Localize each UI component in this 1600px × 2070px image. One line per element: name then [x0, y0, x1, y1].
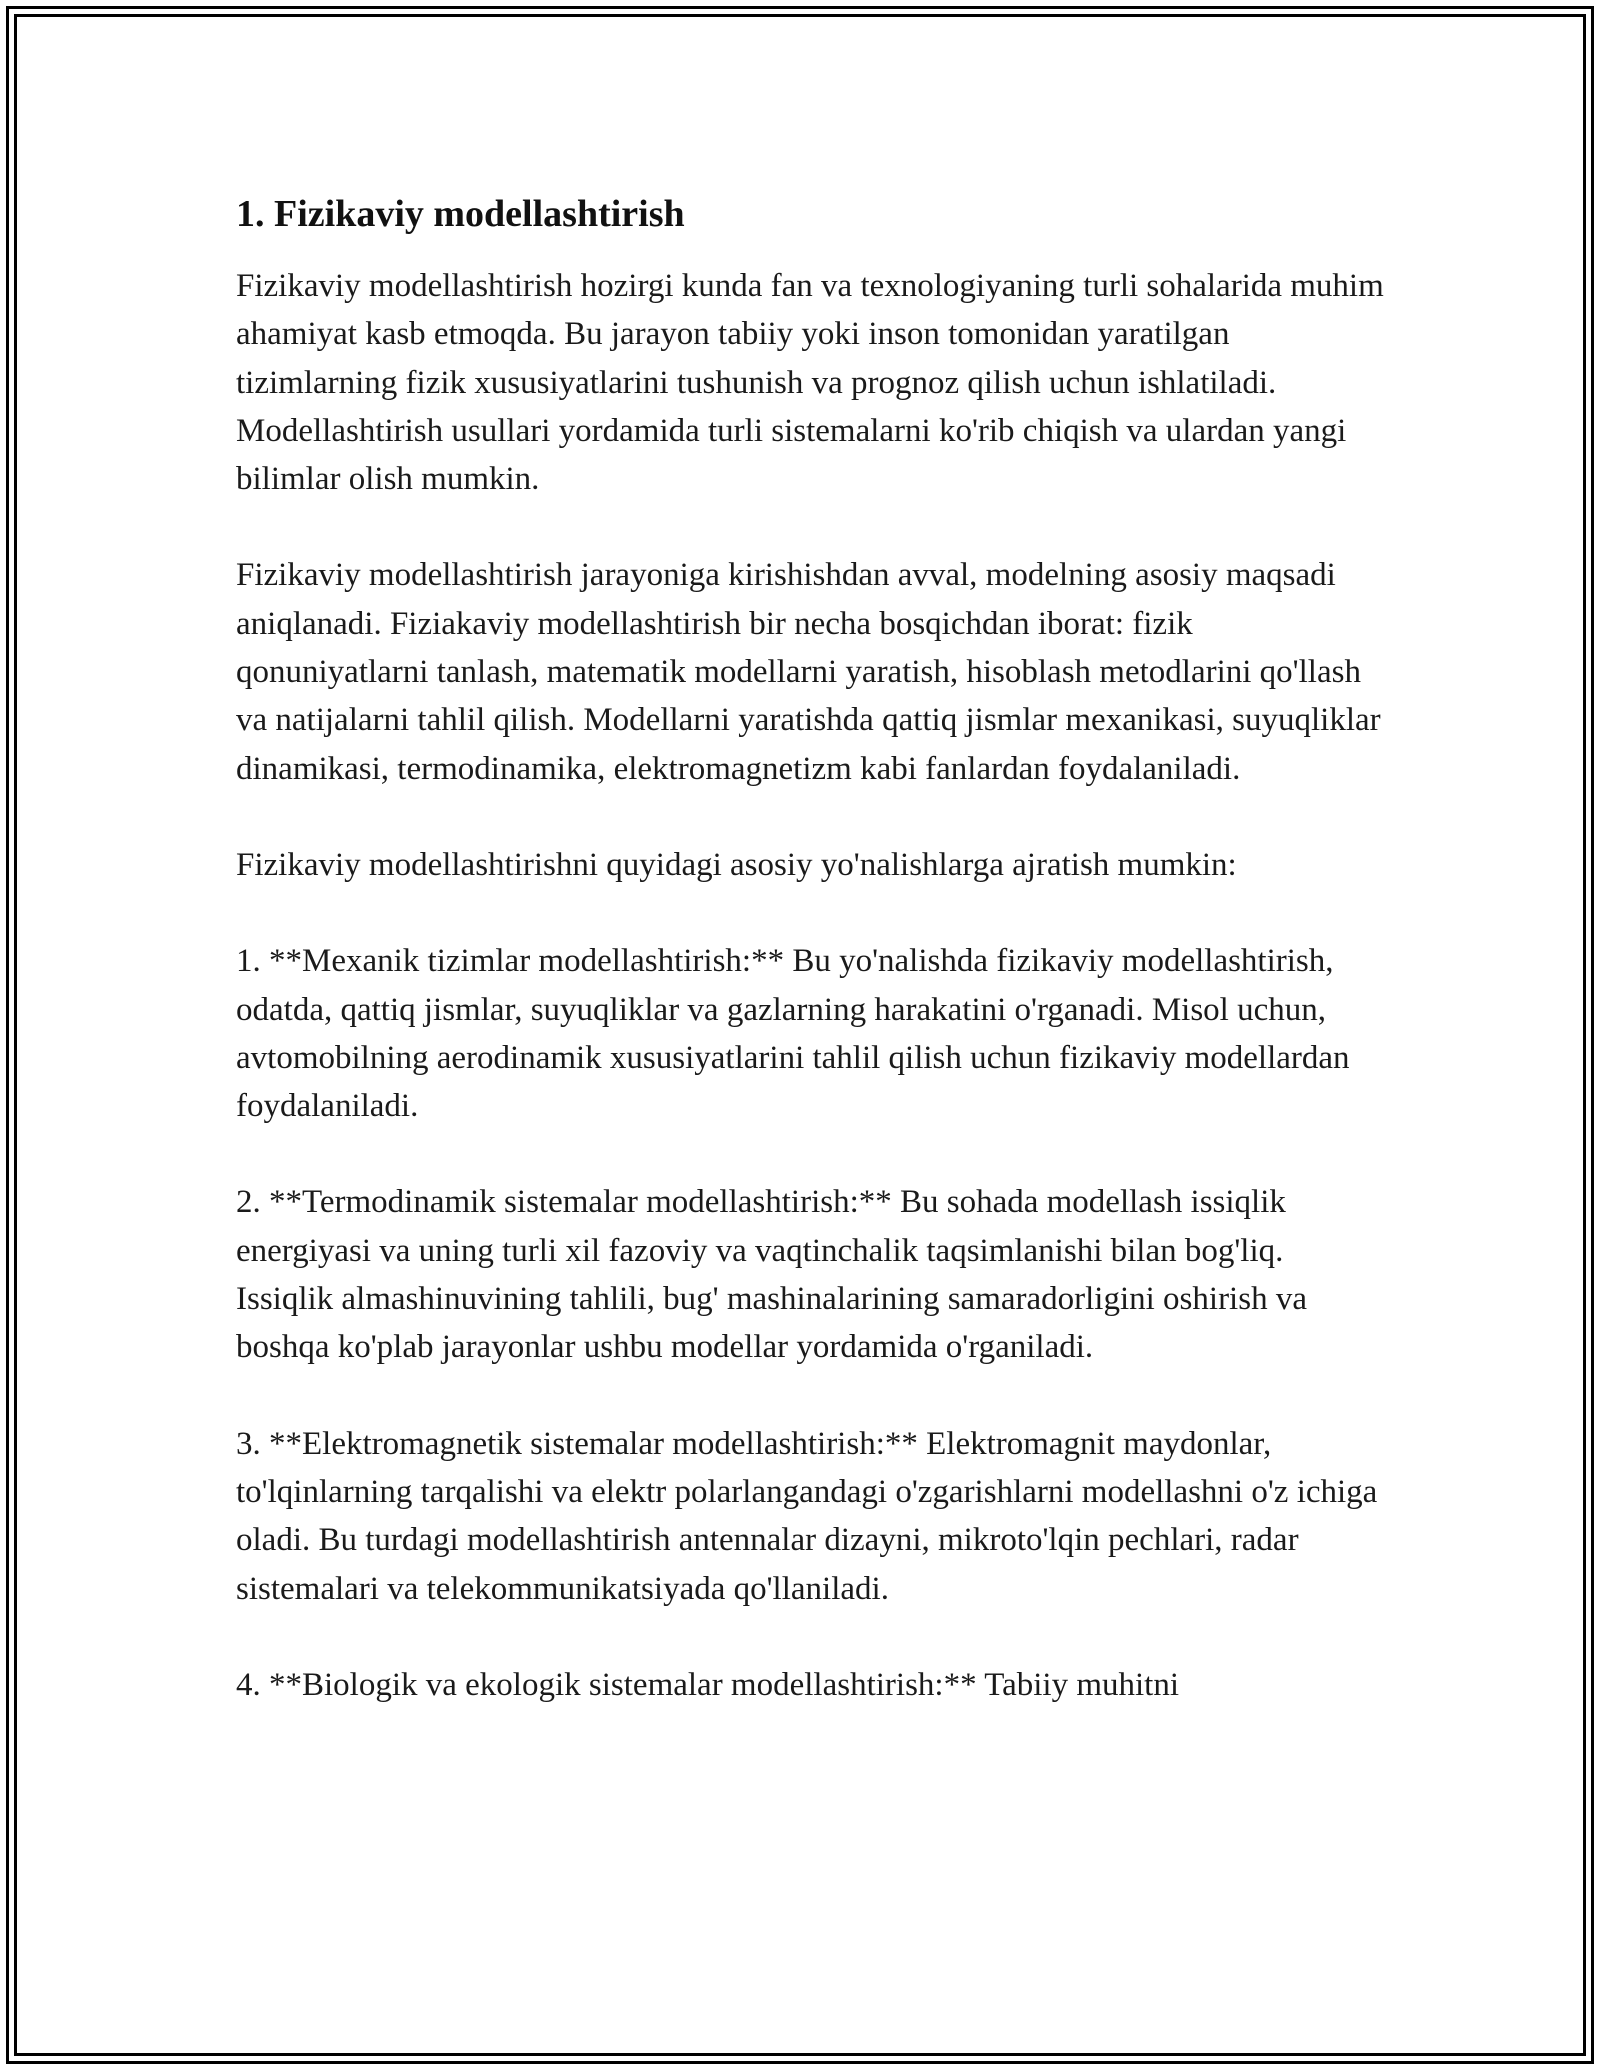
paragraph-directions-intro: Fizikaviy modellashtirishni quyidagi asosiy yo'nalishlarga ajratish mumkin:: [236, 846, 1237, 883]
list-item-thermodynamic: 2. **Termodinamik sistemalar modellashtirish:** Bu sohada modellash issiqlik energiyasi va uning turli xil fazoviy va vaqtinchalik taqsimlanishi bilan bog'liq. Issiqlik almashinuvining tahlili, bug' mashinalarining samaradorligini oshirish va boshqa ko'plab jarayonlar ushbu modellar yordamida o'rganiladi.: [236, 1184, 1307, 1366]
paragraph-intro: Fizikaviy modellashtirish hozirgi kunda fan va texnologiyaning turli sohalarida muhim ahamiyat kasb etmoqda. Bu jarayon tabiiy yoki inson tomonidan yaratilgan tizimlarning fizik xususiyatlarini tushunish va prognoz qilish uchun ishlatiladi. Modellashtirish usullari yordamida turli sistemalarni ko'rib chiqish va ulardan yangi bilimlar olish mumkin.: [236, 268, 1384, 498]
list-item-electromagnetic: 3. **Elektromagnetik sistemalar modellashtirish:** Elektromagnit maydonlar, to'lqinlarning tarqalishi va elektr polarlangandagi o'zgarishlarni modellashni o'z ichiga oladi. Bu turdagi modellashtirish antennalar dizayni, mikroto'lqin pechlari, radar sistemalari va telekommunikatsiyada qo'llaniladi.: [236, 1425, 1378, 1607]
list-item-mechanical: 1. **Mexanik tizimlar modellashtirish:** Bu yo'nalishda fizikaviy modellashtirish, odatda, qattiq jismlar, suyuqliklar va gazlarning harakatini o'rganadi. Misol uchun, avtomobilning aerodinamik xususiyatlarini tahlil qilish uchun fizikaviy modellardan foydalaniladi.: [236, 943, 1350, 1125]
document-body: [236, 188, 1386, 1757]
list-item-biological: 4. **Biologik va ekologik sistemalar modellashtirish:** Tabiiy muhitni: [236, 1666, 1179, 1703]
section-heading: 1. Fizikaviy modellashtirish: [236, 193, 685, 235]
paragraph-stages: Fizikaviy modellashtirish jarayoniga kirishishdan avval, modelning asosiy maqsadi aniqlanadi. Fiziakaviy modellashtirish bir necha bosqichdan iborat: fizik qonuniyatlarni tanlash, matematik modellarni yaratish, hisoblash metodlarini qo'llash va natijalarni tahlil qilish. Modellarni yaratishda qattiq jismlar mexanikasi, suyuqliklar dinamikasi, termodinamika, elektromagnetizm kabi fanlardan foydalaniladi.: [236, 557, 1381, 787]
